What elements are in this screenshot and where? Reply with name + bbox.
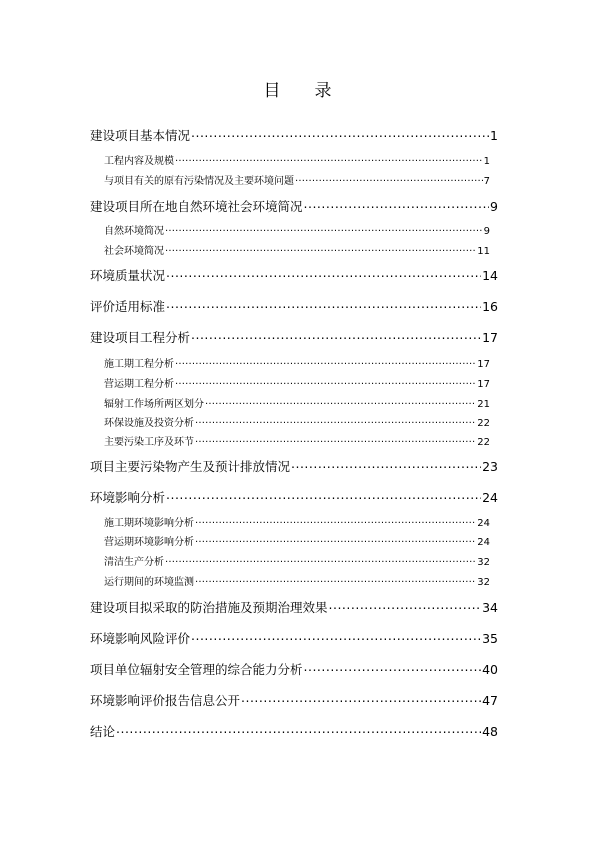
toc-page-number: 47 — [482, 693, 498, 708]
toc-entry[interactable] — [90, 629, 498, 647]
dot-leader — [165, 224, 483, 234]
dot-leader — [191, 330, 481, 343]
toc-subentry[interactable] — [104, 414, 490, 429]
dot-leader — [165, 555, 476, 565]
toc-entry[interactable] — [90, 598, 498, 616]
toc-entry[interactable] — [90, 266, 498, 284]
toc-page-number: 9 — [490, 199, 498, 214]
toc-page-number: 17 — [477, 359, 490, 370]
toc-page-number: 40 — [482, 662, 498, 677]
toc-entry-title: 环保设施及投资分析 — [104, 418, 194, 429]
toc-page-number: 9 — [483, 226, 490, 237]
toc-entry[interactable] — [90, 488, 498, 506]
toc-page-number: 1 — [483, 156, 490, 167]
toc-page-number: 17 — [477, 379, 490, 390]
toc-entry-title: 项目主要污染物产生及预计排放情况 — [90, 459, 291, 474]
title-char: 录 — [314, 81, 332, 101]
dot-leader — [175, 154, 483, 164]
toc-entry-title: 环境影响风险评价 — [90, 631, 191, 646]
toc-entry-title: 主要污染工序及环节 — [104, 437, 194, 448]
toc-subentry[interactable] — [104, 242, 490, 257]
toc-entry-title: 运行期间的环境监测 — [104, 577, 194, 588]
toc-page-number: 22 — [477, 418, 490, 429]
toc-entry-title: 辐射工作场所两区划分 — [104, 399, 204, 410]
toc-subentry[interactable] — [104, 152, 490, 167]
dot-leader — [195, 516, 476, 526]
toc-entry[interactable] — [90, 197, 498, 215]
dot-leader — [291, 459, 481, 472]
toc-page-number: 7 — [483, 176, 490, 187]
toc-entry[interactable] — [90, 691, 498, 709]
toc-entry-title: 结论 — [90, 724, 116, 739]
toc-subentry[interactable] — [104, 222, 490, 237]
toc-page-number: 17 — [482, 330, 498, 345]
toc-entry-title: 建设项目基本情况 — [90, 128, 191, 143]
toc-entry[interactable] — [90, 457, 498, 475]
dot-leader — [329, 600, 482, 613]
dot-leader — [175, 357, 476, 367]
dot-leader — [241, 693, 481, 706]
toc-subentry[interactable] — [104, 355, 490, 370]
toc-page-number: 32 — [477, 557, 490, 568]
toc-entry-title: 评价适用标准 — [90, 299, 166, 314]
toc-entry-title: 环境影响分析 — [90, 490, 166, 505]
title-char: 目 — [263, 81, 281, 101]
toc-entry[interactable] — [90, 660, 498, 678]
toc-entry-title: 与项目有关的原有污染情况及主要环境问题 — [104, 176, 294, 187]
toc-entry-title: 建设项目所在地自然环境社会环境简况 — [90, 199, 303, 214]
toc-page-number: 35 — [482, 631, 498, 646]
toc-entry-title: 营运期环境影响分析 — [104, 537, 194, 548]
toc-entry-title: 环境质量状况 — [90, 268, 166, 283]
toc-subentry[interactable] — [104, 553, 490, 568]
toc-entry-title: 项目单位辐射安全管理的综合能力分析 — [90, 662, 303, 677]
toc-entry[interactable] — [90, 297, 498, 315]
toc-entry-title: 施工期环境影响分析 — [104, 518, 194, 529]
dot-leader — [166, 490, 481, 503]
toc-page-number: 24 — [482, 490, 498, 505]
dot-leader — [195, 575, 476, 585]
toc-entry-title: 环境影响评价报告信息公开 — [90, 693, 241, 708]
toc-page-number: 22 — [477, 437, 490, 448]
toc-entry-title: 社会环境简况 — [104, 246, 164, 257]
toc-subentry[interactable] — [104, 514, 490, 529]
toc-page-number: 14 — [482, 268, 498, 283]
dot-leader — [195, 435, 476, 445]
toc-page-number: 34 — [482, 600, 498, 615]
toc-entry[interactable] — [90, 722, 498, 740]
toc-entry[interactable] — [90, 328, 498, 346]
dot-leader — [166, 299, 481, 312]
toc-subentry[interactable] — [104, 172, 490, 187]
dot-leader — [175, 377, 476, 387]
toc-entry-title: 建设项目拟采取的防治措施及预期治理效果 — [90, 600, 328, 615]
dot-leader — [304, 199, 490, 212]
toc-page-number: 24 — [477, 518, 490, 529]
toc-page-number: 16 — [482, 299, 498, 314]
toc-page-number: 24 — [477, 537, 490, 548]
dot-leader — [116, 724, 481, 737]
toc-page-number: 1 — [490, 128, 498, 143]
toc-entry-title: 施工期工程分析 — [104, 359, 174, 370]
dot-leader — [195, 416, 476, 426]
toc-entry-title: 建设项目工程分析 — [90, 330, 191, 345]
toc-page-number: 23 — [482, 459, 498, 474]
toc-entry[interactable] — [90, 126, 498, 144]
toc-page-number: 48 — [482, 724, 498, 739]
toc-page-number: 21 — [477, 399, 490, 410]
dot-leader — [191, 128, 489, 141]
toc-subentry[interactable] — [104, 533, 490, 548]
dot-leader — [304, 662, 482, 675]
dot-leader — [191, 631, 481, 644]
toc-entry-title: 工程内容及规模 — [104, 156, 174, 167]
dot-leader — [295, 174, 483, 184]
dot-leader — [165, 244, 476, 254]
dot-leader — [205, 397, 476, 407]
dot-leader — [195, 535, 476, 545]
toc-page-number: 11 — [477, 246, 490, 257]
toc-subentry[interactable] — [104, 433, 490, 448]
toc-subentry[interactable] — [104, 375, 490, 390]
toc-entry-title: 清洁生产分析 — [104, 557, 164, 568]
dot-leader — [166, 268, 481, 281]
toc-subentry[interactable] — [104, 395, 490, 410]
toc-subentry[interactable] — [104, 573, 490, 588]
toc-entry-title: 营运期工程分析 — [104, 379, 174, 390]
toc-entry-title: 自然环境简况 — [104, 226, 164, 237]
toc-page-number: 32 — [477, 577, 490, 588]
